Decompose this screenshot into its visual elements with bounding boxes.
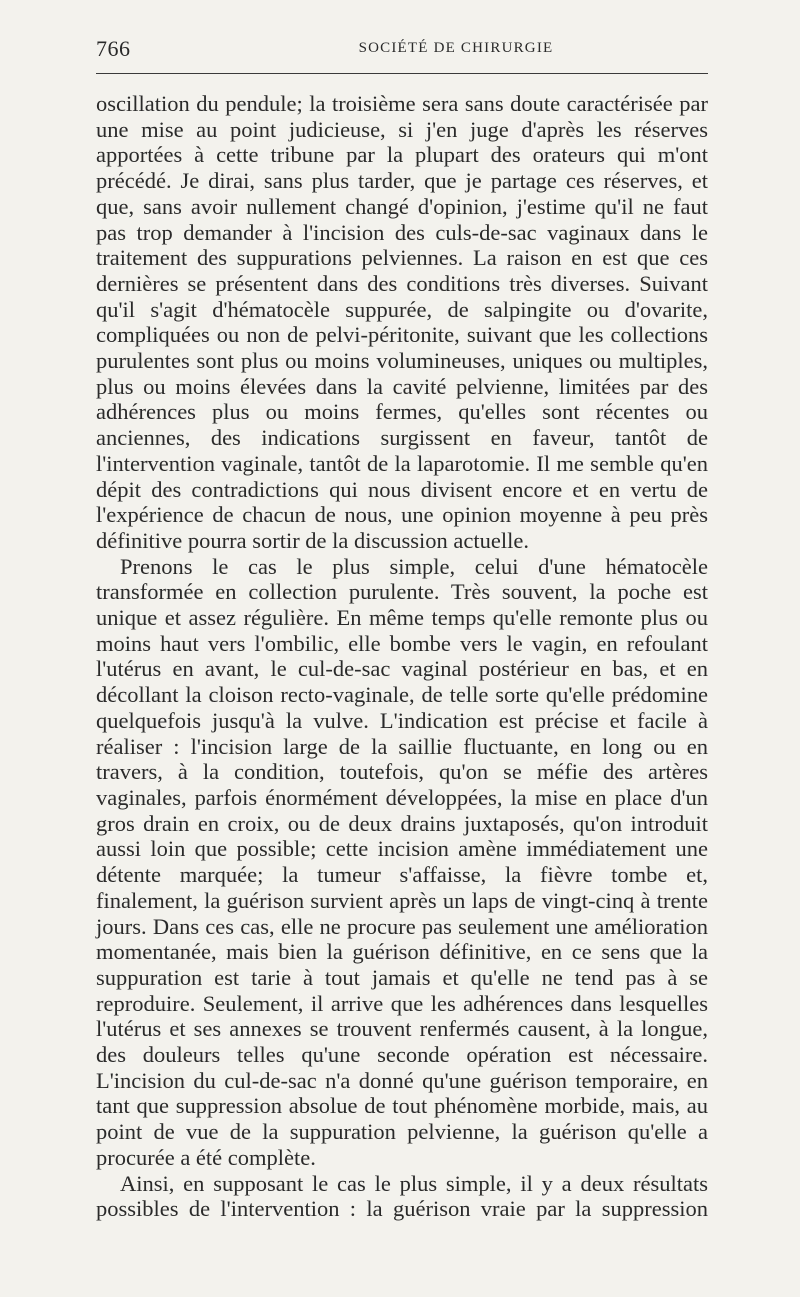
- paragraph-3: Ainsi, en supposant le cas le plus simple, il y a deux résultats possibles de l'intervention : la guérison vraie par la suppression: [96, 1170, 708, 1222]
- body-text: [96, 91, 708, 1222]
- page-number: 766: [96, 36, 131, 61]
- paragraph-2: Prenons le cas le plus simple, celui d'une hématocèle transformée en collection purulente. Très souvent, la poche est unique et assez régulière. En même temps qu'elle remonte plus ou moins haut vers l'ombilic, elle bombe vers le vagin, en refoulant l'utérus en avant, le cul-de-sac vaginal postérieur en bas, et en décollant la cloison recto-vaginale, de telle sorte qu'elle prédomine quelquefois jusqu'à la vulve. L'indication est précise et facile à réaliser : l'incision large de la saillie fluctuante, en long ou en travers, à la condition, toutefois, qu'on se méfie des artères vaginales, parfois énormément développées, la mise en place d'un gros drain en croix, ou de deux drains juxtaposés, qu'on introduit aussi loin que possible; cette incision amène immédiatement une détente marquée; la tumeur s'affaisse, la fièvre tombe et, finalement, la guérison survient après un laps de vingt-cinq à trente jours. Dans ces cas, elle ne procure pas seulement une amélioration momentanée, mais bien la guérison définitive, en ce sens que la suppuration est tarie à tout jamais et qu'elle ne tend pas à se reproduire. Seulement, il arrive que les adhérences dans lesquelles l'utérus et ses annexes se trouvent renfermés causent, à la longue, des douleurs telles qu'une seconde opération est nécessaire. L'incision du cul-de-sac n'a donné qu'une guérison temporaire, en tant que suppression absolue de tout phénomène morbide, mais, au point de vue de la suppuration pelvienne, la guérison qu'elle a procurée a été complète.: [96, 553, 708, 1170]
- header-rule: [96, 73, 708, 74]
- running-title: SOCIÉTÉ DE CHIRURGIE: [358, 40, 554, 56]
- page-header: [96, 36, 706, 66]
- paragraph-1: oscillation du pendule; la troisième sera sans doute caractérisée par une mise au point judicieuse, si j'en juge d'après les réserves apportées à cette tribune par la plupart des orateurs qui m'ont précédé. Je dirai, sans plus tarder, que je partage ces réserves, et que, sans avoir nullement changé d'opinion, j'estime qu'il ne faut pas trop demander à l'incision des culs-de-sac vaginaux dans le traitement des suppurations pelviennes. La raison en est que ces dernières se présentent dans des conditions très diverses. Suivant qu'il s'agit d'hématocèle suppurée, de salpingite ou d'ovarite, compliquées ou non de pelvi-péritonite, suivant que les collections purulentes sont plus ou moins volumineuses, uniques ou multiples, plus ou moins élevées dans la cavité pelvienne, limitées par des adhérences plus ou moins fermes, qu'elles sont récentes ou anciennes, des indications surgissent en faveur, tantôt de l'intervention vaginale, tantôt de la laparotomie. Il me semble qu'en dépit des contradictions qui nous divisent encore et en vertu de l'expérience de chacun de nous, une opinion moyenne à peu près définitive pourra sortir de la discussion actuelle.: [96, 91, 708, 553]
